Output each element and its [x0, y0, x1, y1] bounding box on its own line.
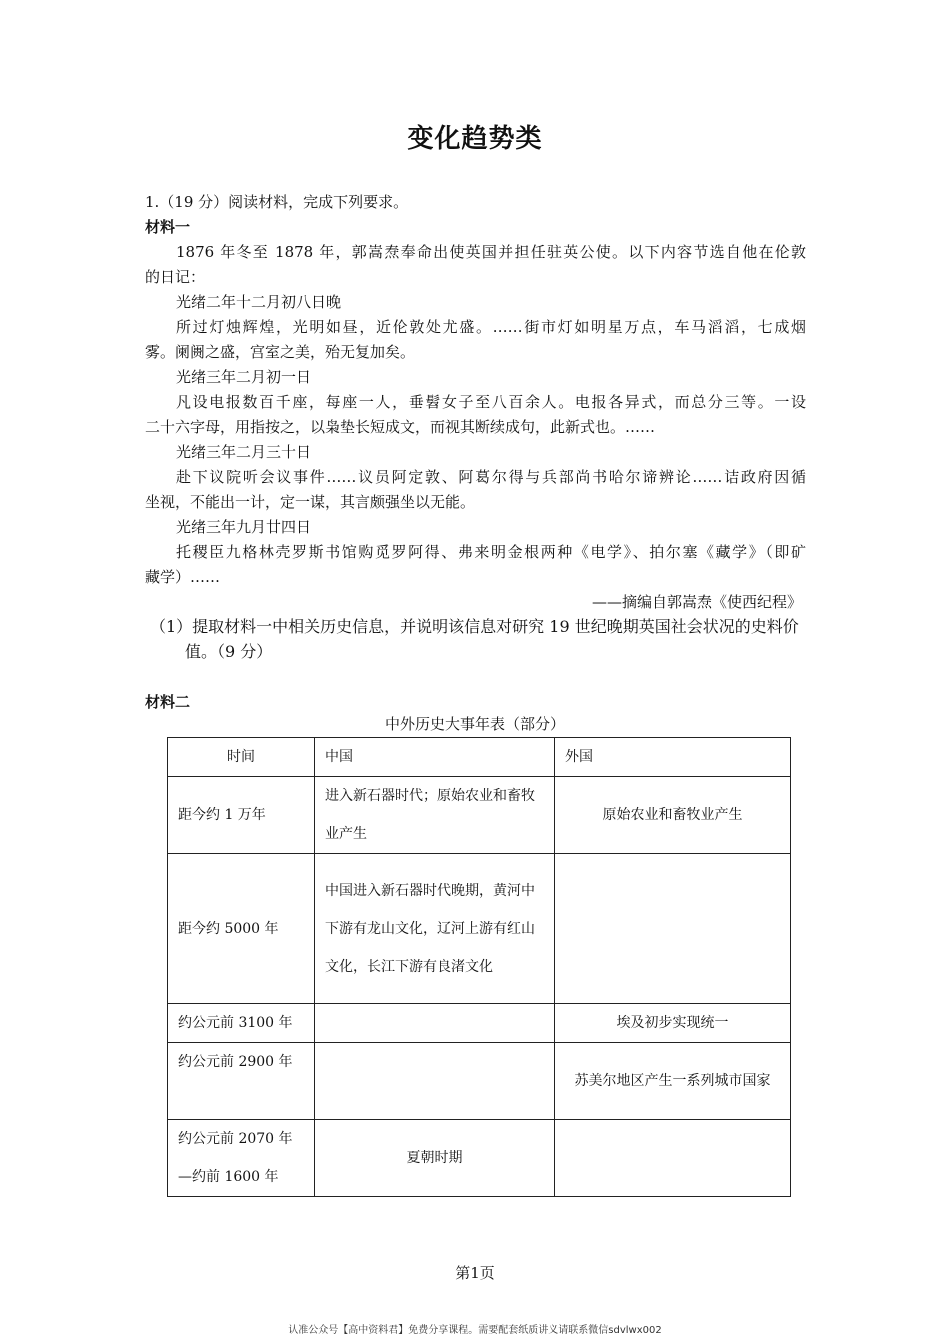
diary-entry-3-line-1: 赴下议院听会议事件……议员阿定敦、阿葛尔得与兵部尚书哈尔谛辨论……诘政府因循 — [176, 468, 806, 486]
source-citation: ——摘编自郭嵩焘《使西纪程》 — [591, 593, 802, 611]
table-caption: 中外历史大事年表（部分） — [384, 715, 565, 733]
cell-time: 距今约 1 万年 — [168, 777, 315, 854]
table-row — [168, 854, 791, 1004]
cell-china: 中国进入新石器时代晚期，黄河中下游有龙山文化，辽河上游有红山文化，长江下游有良渚文化 — [315, 854, 555, 1004]
table-row — [168, 1120, 791, 1197]
footer-watermark: 认准公众号【高中资料君】免费分享课程。需要配套纸质讲义请联系微信sdvlwx002 — [288, 1325, 662, 1336]
header-china: 中国 — [315, 738, 555, 777]
cell-foreign: 苏美尔地区产生一系列城市国家 — [555, 1043, 791, 1120]
table-row — [168, 777, 791, 854]
question-intro: 1.（19 分）阅读材料，完成下列要求。 — [145, 193, 409, 211]
diary-entry-1-line-1: 所过灯烛辉煌，光明如昼，近伦敦处尤盛。……街市灯如明星万点，车马滔滔，七成烟 — [176, 318, 806, 336]
cell-china: 夏朝时期 — [315, 1120, 555, 1197]
diary-entry-2-line-2: 二十六字母，用指按之，以枭垫长短成文，而视其断续成句，此新式也。…… — [145, 418, 656, 436]
header-time: 时间 — [168, 738, 315, 777]
material-one-intro-line-1: 1876 年冬至 1878 年，郭嵩焘奉命出使英国并担任驻英公使。以下内容节选自他在伦敦 — [176, 243, 806, 261]
diary-entry-4-line-1: 托稷臣九格林壳罗斯书馆购觅罗阿得、弗来明金根两种《电学》、拍尔塞《藏学》（即矿 — [176, 543, 806, 561]
cell-foreign: 原始农业和畜牧业产生 — [555, 777, 791, 854]
cell-china — [315, 1043, 555, 1120]
cell-china: 进入新石器时代；原始农业和畜牧业产生 — [315, 777, 555, 854]
sub-question-1-line-2: 值。（9 分） — [185, 642, 273, 661]
cell-time: 约公元前 3100 年 — [168, 1004, 315, 1043]
material-one-intro-line-2: 的日记： — [145, 268, 206, 286]
cell-time: 约公元前 2900 年 — [168, 1043, 315, 1120]
material-two-heading: 材料二 — [145, 693, 191, 711]
diary-date-1: 光绪二年十二月初八日晚 — [176, 293, 342, 311]
table-header-row — [168, 738, 791, 777]
diary-date-3: 光绪三年二月三十日 — [176, 443, 312, 461]
page-number: 第1页 — [455, 1264, 495, 1282]
cell-foreign: 埃及初步实现统一 — [555, 1004, 791, 1043]
diary-date-4: 光绪三年九月廿四日 — [176, 518, 312, 536]
diary-entry-3-line-2: 坐视，不能出一计，定一谋，其言颇强坐以无能。 — [145, 493, 476, 511]
history-events-table — [167, 737, 791, 1197]
diary-date-2: 光绪三年二月初一日 — [176, 368, 312, 386]
table-row — [168, 1043, 791, 1120]
cell-foreign — [555, 854, 791, 1004]
diary-entry-1-line-2: 雾。阑阓之盛，宫室之美，殆无复加矣。 — [145, 343, 416, 361]
cell-time: 约公元前 2070 年—约前 1600 年 — [168, 1120, 315, 1197]
header-foreign: 外国 — [555, 738, 791, 777]
table-row — [168, 1004, 791, 1043]
cell-china — [315, 1004, 555, 1043]
diary-entry-2-line-1: 凡设电报数百千座，每座一人，垂髫女子至八百余人。电报各异式，而总分三等。一设 — [176, 393, 806, 411]
diary-entry-4-line-2: 藏学）…… — [145, 568, 221, 586]
cell-foreign — [555, 1120, 791, 1197]
sub-question-1-line-1: （1）提取材料一中相关历史信息，并说明该信息对研究 19 世纪晚期英国社会状况的史料价 — [150, 617, 799, 636]
material-one-heading: 材料一 — [145, 218, 191, 236]
cell-time: 距今约 5000 年 — [168, 854, 315, 1004]
page-title: 变化趋势类 — [407, 124, 543, 154]
